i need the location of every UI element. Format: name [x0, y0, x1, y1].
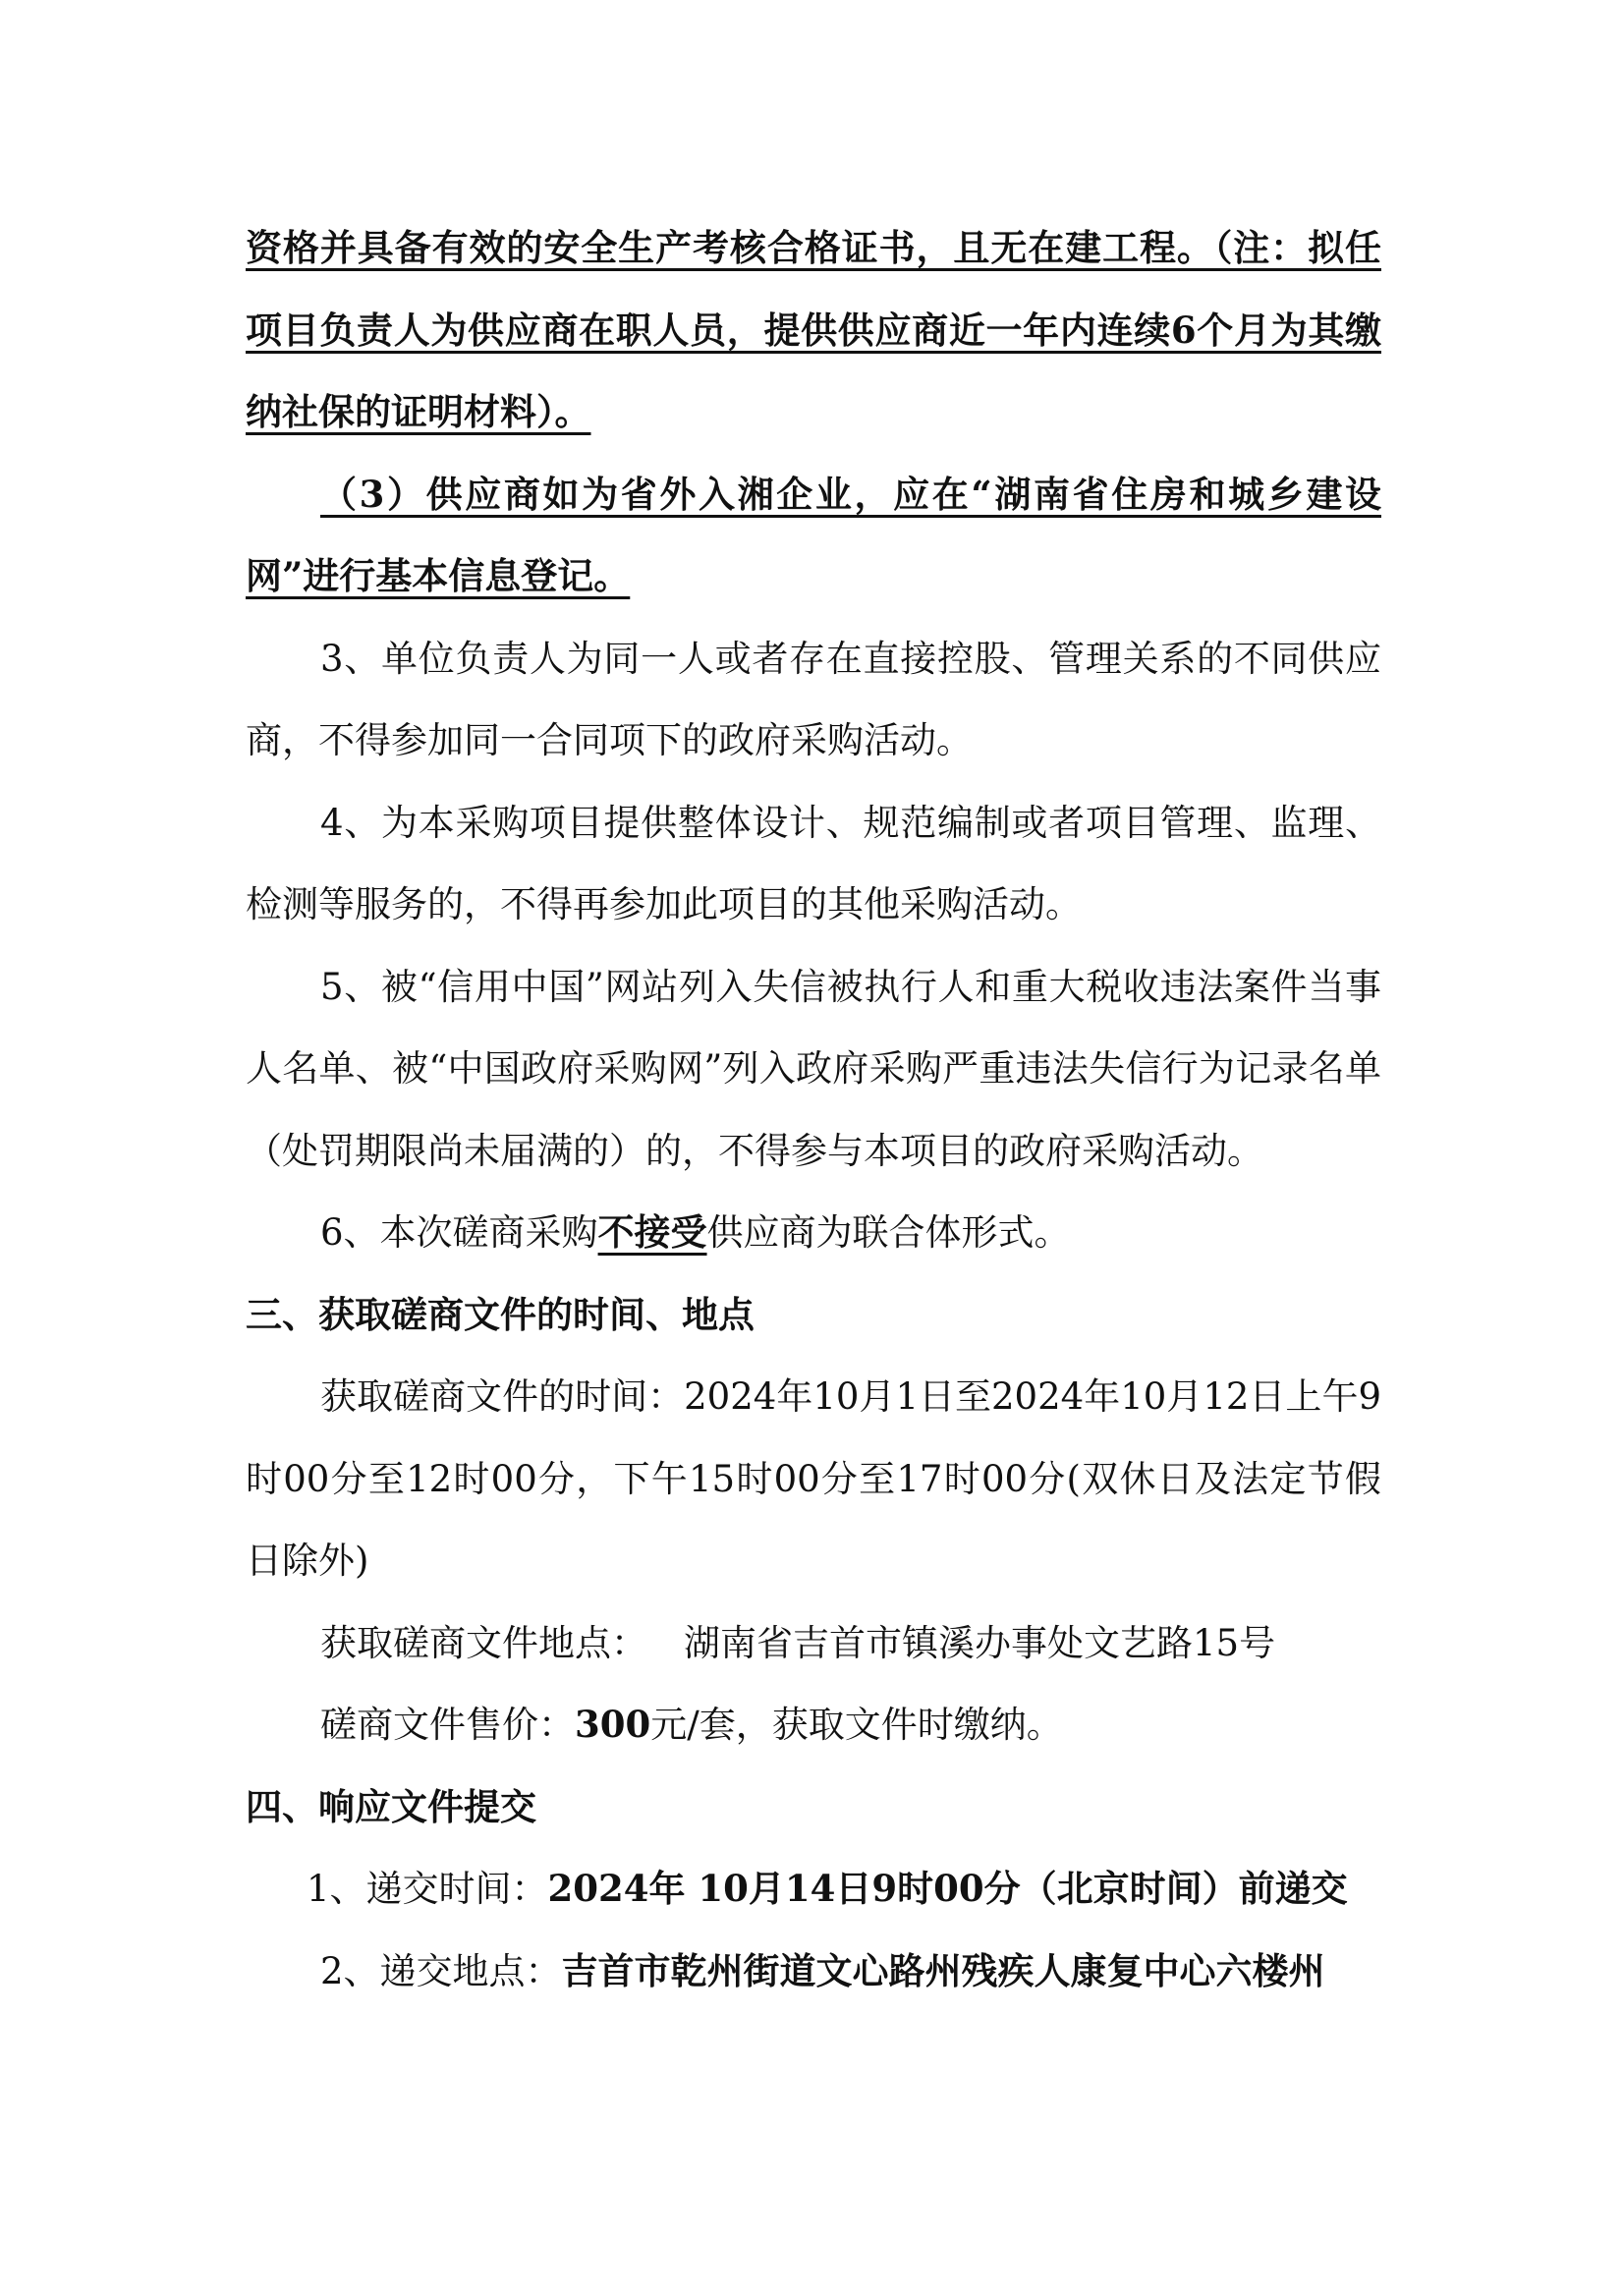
requirement-6-suffix: 供应商为联合体形式。	[706, 1211, 1071, 1254]
submission-time-value: 2024年 10月14日9时00分（北京时间）前递交	[547, 1867, 1348, 1910]
requirement-6-emphasis: 不接受	[597, 1210, 707, 1254]
section-3-heading: 三、获取磋商文件的时间、地点	[246, 1292, 755, 1336]
submission-time	[246, 1848, 1381, 1931]
submission-place-number: 2、	[320, 1949, 380, 1992]
submission-place-label: 递交地点：	[379, 1949, 562, 1992]
out-of-province-text: （3）供应商如为省外入湘企业，应在“湖南省住房和城乡建设网”进行基本信息登记。	[246, 472, 1381, 597]
out-of-province-requirement	[246, 454, 1381, 618]
acquisition-time	[246, 1356, 1381, 1602]
acquisition-place	[246, 1602, 1381, 1685]
acquisition-place-label: 获取磋商文件地点：	[320, 1621, 647, 1664]
document-price	[246, 1684, 1381, 1766]
acquisition-time-value: 2024年10月1日至2024年10月12日上午9时00分至12时00分，下午15时00分至17时00分(双休日及法定节假日除外)	[246, 1375, 1381, 1582]
document-price-suffix: 元/套，获取文件时缴纳。	[650, 1704, 1063, 1746]
requirement-3	[246, 618, 1381, 782]
submission-place	[246, 1931, 1381, 2013]
requirement-text: 单位负责人为同一人或者存在直接控股、管理关系的不同供应商，不得参加同一合同项下的政府采购活动。	[246, 637, 1382, 761]
requirement-5	[246, 946, 1381, 1193]
requirement-6-prefix: 本次磋商采购	[379, 1211, 598, 1254]
document-price-label: 磋商文件售价：	[320, 1704, 575, 1746]
document-price-value: 300	[575, 1703, 651, 1746]
submission-time-label: 递交时间：	[365, 1868, 548, 1910]
requirement-number: 5、	[320, 965, 381, 1008]
requirement-text: 为本采购项目提供整体设计、规范编制或者项目管理、监理、检测等服务的，不得再参加此项目的其他采购活动。	[246, 801, 1382, 925]
requirement-number: 6、	[320, 1211, 380, 1254]
requirement-4	[246, 782, 1381, 946]
submission-place-value: 吉首市乾州街道文心路州残疾人康复中心六楼州	[561, 1948, 1325, 1992]
section-4-heading: 四、响应文件提交	[246, 1784, 536, 1828]
acquisition-time-label: 获取磋商文件的时间：	[320, 1375, 685, 1418]
qualification-note-text: 资格并具备有效的安全生产考核合格证书，且无在建工程。（注：拟任项目负责人为供应商在职人员，提供供应商近一年内连续6个月为其缴纳社保的证明材料）。	[246, 226, 1381, 433]
requirement-text: 被“信用中国”网站列入失信被执行人和重大税收违法案件当事人名单、被“中国政府采购网”列入政府采购严重违法失信行为记录名单（处罚期限尚未届满的）的，不得参与本项目的政府采购活动。	[246, 965, 1381, 1172]
qualification-note-paragraph	[246, 207, 1381, 454]
acquisition-place-value: 湖南省吉首市镇溪办事处文艺路15号	[684, 1621, 1276, 1664]
requirement-6	[246, 1192, 1381, 1274]
requirement-number: 4、	[320, 801, 382, 844]
submission-time-number: 1、	[307, 1868, 366, 1910]
requirement-number: 3、	[320, 637, 382, 680]
document-page	[246, 207, 1381, 2012]
